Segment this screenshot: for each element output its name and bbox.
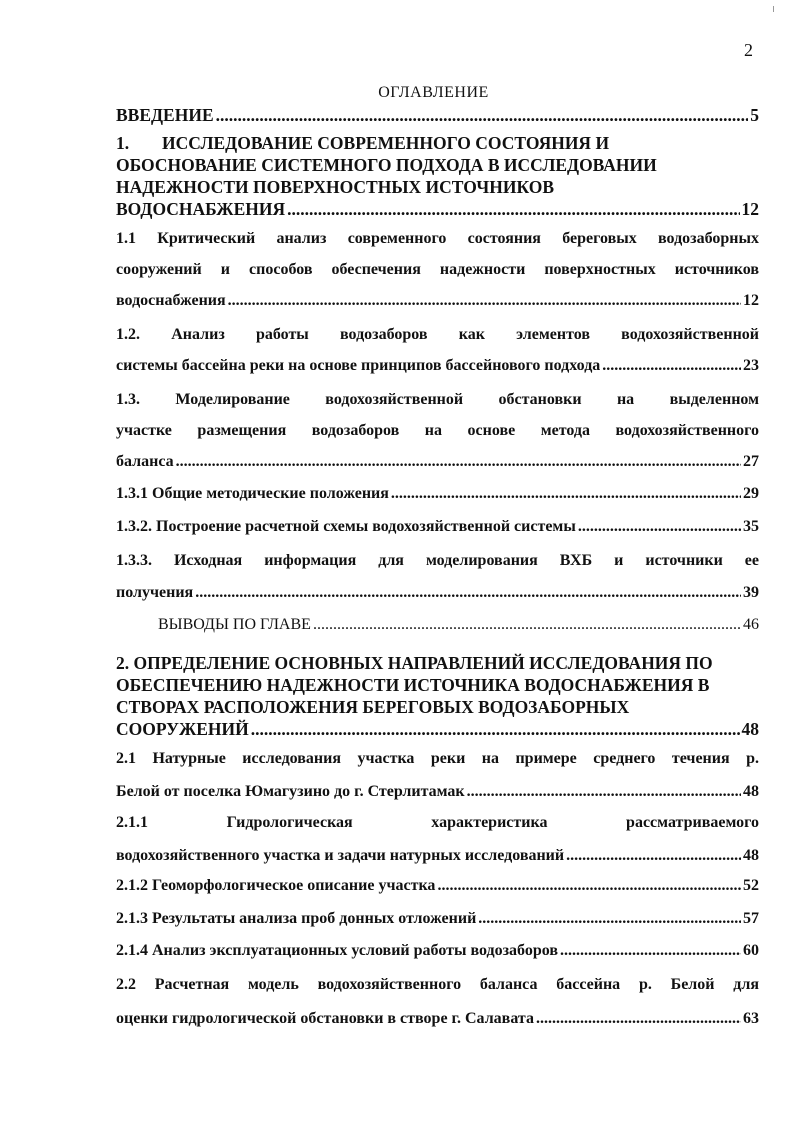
toc-entry-text: 1.3.1 Общие методические положения (116, 485, 389, 502)
toc-entry-text: 2.2 Расчетная модель водохозяйственного баланса бассейна р. Белой для (116, 976, 759, 993)
toc-entry-1-3[interactable] (116, 384, 759, 477)
leader-dots (536, 1002, 741, 1036)
toc-entry-2-1-2[interactable] (116, 871, 759, 901)
toc-entry-text: 2.1.1 Гидрологическая характеристика рассматриваемого (116, 814, 759, 831)
toc-page-number: 5 (750, 105, 759, 125)
toc-entry-text: 2. ОПРЕДЕЛЕНИЕ ОСНОВНЫХ НАПРАВЛЕНИЙ ИССЛЕДОВАНИЯ ПО (116, 653, 713, 673)
toc-entry-text: 1.3.2. Построение расчетной схемы водохозяйственной системы (116, 518, 576, 535)
toc-entry-chapter-1[interactable] (116, 132, 759, 220)
toc-entry-text: ОБОСНОВАНИЕ СИСТЕМНОГО ПОДХОДА В ИССЛЕДОВАНИИ (116, 155, 657, 175)
scan-mark (773, 6, 774, 12)
toc-entry-text: 1.1 Критический анализ современного состояния береговых водозаборных (116, 230, 759, 247)
toc-page-number: 48 (741, 719, 759, 739)
leader-dots (578, 512, 741, 542)
toc-page-number: 39 (743, 584, 759, 601)
toc-page-number: 12 (743, 292, 759, 309)
toc-entry-text: Белой от поселка Юмагузино до г. Стерлитамак (116, 783, 465, 800)
toc-page-number: 23 (743, 357, 759, 374)
toc-entry-text: СООРУЖЕНИЙ (116, 719, 249, 739)
toc-entry-2-1[interactable] (116, 742, 759, 808)
toc-entry-text: водоснабжения (116, 292, 226, 309)
toc-entry-text: водохозяйственного участка и задачи натурных исследований (116, 847, 565, 864)
toc-entry-text: ОБЕСПЕЧЕНИЮ НАДЕЖНОСТИ ИСТОЧНИКА ВОДОСНАБЖЕНИЯ В (116, 675, 710, 695)
leader-dots (566, 839, 741, 872)
toc-entry-2-1-3[interactable] (116, 904, 759, 934)
toc-entry-1-3-3[interactable] (116, 545, 759, 609)
toc-entry-text: НАДЕЖНОСТИ ПОВЕРХНОСТНЫХ ИСТОЧНИКОВ (116, 177, 554, 197)
leader-dots (602, 350, 741, 381)
toc-page-number: 46 (743, 616, 759, 633)
toc-entry-intro[interactable] (116, 104, 759, 126)
toc-page-number: 63 (743, 1010, 759, 1027)
toc-page-number: 12 (741, 199, 759, 219)
toc-page-number: 35 (743, 518, 759, 535)
toc-entry-conclusions-1[interactable] (158, 612, 759, 638)
toc-entry-text: ИССЛЕДОВАНИЕ СОВРЕМЕННОГО СОСТОЯНИЯ И (162, 133, 610, 153)
toc-entry-chapter-2[interactable] (116, 652, 759, 740)
toc-entry-text: получения (116, 584, 194, 601)
leader-dots (391, 479, 741, 509)
toc-entry-text: оценки гидрологической обстановки в створе г. Салавата (116, 1010, 534, 1027)
toc-page-number: 48 (743, 847, 759, 864)
toc-entry-2-1-1[interactable] (116, 806, 759, 872)
toc-page-number: 48 (743, 783, 759, 800)
leader-dots (560, 936, 741, 966)
toc-page-number: 52 (743, 877, 759, 894)
toc-entry-text: 2.1.3 Результаты анализа проб донных отложений (116, 910, 477, 927)
leader-dots (228, 285, 741, 316)
leader-dots (437, 871, 741, 901)
toc-entry-2-2[interactable] (116, 968, 759, 1036)
toc-page-number: 57 (743, 910, 759, 927)
toc-entry-text: баланса (116, 453, 174, 470)
toc-entry-text: СТВОРАХ РАСПОЛОЖЕНИЯ БЕРЕГОВЫХ ВОДОЗАБОРНЫХ (116, 697, 630, 717)
toc-entry-text: ВВЕДЕНИЕ (116, 105, 214, 125)
toc-entry-text: 2.1 Натурные исследования участка реки на примере среднего течения р. (116, 750, 759, 767)
toc-entry-text: участке размещения водозаборов на основе метода водохозяйственного (116, 422, 759, 439)
toc-entry-text: 2.1.4 Анализ эксплуатационных условий работы водозаборов (116, 942, 558, 959)
toc-entry-text: системы бассейна реки на основе принципов бассейнового подхода (116, 357, 601, 374)
leader-dots (251, 718, 740, 740)
toc-entry-1-3-2[interactable] (116, 512, 759, 542)
leader-dots (313, 612, 741, 638)
leader-dots (467, 775, 741, 808)
toc-entry-text: 1.3. Моделирование водохозяйственной обстановки на выделенном (116, 391, 759, 408)
chapter-number: 1. (116, 133, 130, 153)
leader-dots (478, 904, 741, 934)
toc-entry-text: 1.3.3. Исходная информация для моделирования ВХБ и источники ее (116, 552, 759, 569)
toc-entry-2-1-4[interactable] (116, 936, 759, 966)
toc-entry-text: сооружений и способов обеспечения надежности поверхностных источников (116, 261, 759, 278)
leader-dots (195, 577, 741, 609)
leader-dots (287, 198, 739, 220)
leader-dots (216, 104, 749, 126)
toc-page-number: 27 (743, 453, 759, 470)
toc-entry-text: 1.2. Анализ работы водозаборов как элементов водохозяйственной (116, 326, 759, 343)
toc-title: ОГЛАВЛЕНИЕ (378, 84, 489, 101)
toc-page-number: 60 (743, 942, 759, 959)
toc-page-number: 29 (743, 485, 759, 502)
toc-entry-text: 2.1.2 Геоморфологическое описание участка (116, 877, 436, 894)
page-number: 2 (744, 40, 753, 60)
toc-entry-text: ВЫВОДЫ ПО ГЛАВЕ (158, 616, 311, 633)
toc-entry-1-3-1[interactable] (116, 479, 759, 509)
leader-dots (176, 446, 741, 477)
toc-entry-1-2[interactable] (116, 319, 759, 381)
toc-entry-text: ВОДОСНАБЖЕНИЯ (116, 199, 286, 219)
toc-entry-1-1[interactable] (116, 223, 759, 316)
